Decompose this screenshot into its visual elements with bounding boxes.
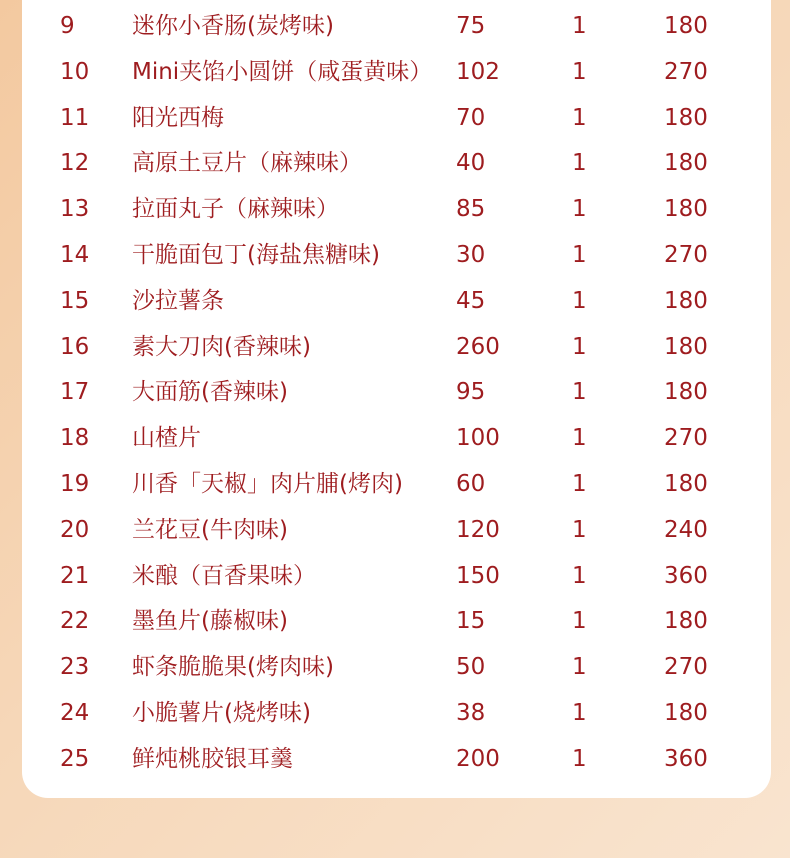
product-weight: 38: [456, 700, 486, 726]
shelf-life-days: 360: [664, 562, 708, 589]
shelf-life-days: 180: [664, 333, 708, 360]
product-weight: 70: [456, 104, 486, 131]
product-weight: 120: [456, 516, 500, 543]
table-row: [22, 369, 771, 415]
product-weight: 50: [456, 654, 486, 681]
product-name: 川香「天椒」肉片脯(烤肉): [132, 471, 403, 497]
shelf-life-days: 270: [664, 242, 708, 268]
table-row: [22, 3, 771, 49]
product-quantity: 1: [572, 745, 587, 772]
product-name: 阳光西梅: [132, 104, 224, 131]
product-name: 高原土豆片（麻辣味）: [132, 150, 362, 177]
shelf-life-days: 180: [664, 104, 708, 131]
product-quantity: 1: [572, 379, 587, 406]
product-quantity: 1: [572, 150, 587, 177]
row-number: 13: [60, 196, 90, 223]
product-list-card: [22, 0, 771, 798]
shelf-life-days: 180: [664, 13, 708, 39]
shelf-life-days: 180: [664, 196, 708, 223]
row-number: 16: [60, 333, 90, 360]
row-number: 15: [60, 287, 90, 314]
product-name: 素大刀肉(香辣味): [132, 333, 311, 360]
product-quantity: 1: [572, 287, 587, 314]
product-name: 干脆面包丁(海盐焦糖味): [132, 242, 380, 268]
product-name: 拉面丸子（麻辣味）: [132, 196, 339, 223]
product-quantity: 1: [572, 471, 587, 497]
product-weight: 40: [456, 150, 486, 177]
row-number: 14: [60, 242, 90, 268]
row-number: 10: [60, 58, 90, 85]
product-weight: 60: [456, 471, 486, 497]
table-row: [22, 415, 771, 461]
row-number: 18: [60, 425, 90, 452]
row-number: 23: [60, 654, 90, 681]
product-name: 小脆薯片(烧烤味): [132, 700, 311, 726]
row-number: 24: [60, 700, 90, 726]
table-row: [22, 598, 771, 644]
product-weight: 200: [456, 745, 500, 772]
table-row: [22, 278, 771, 324]
table-row: [22, 644, 771, 690]
product-weight: 15: [456, 608, 486, 635]
product-weight: 100: [456, 425, 500, 452]
product-weight: 95: [456, 379, 486, 406]
product-weight: 102: [456, 58, 500, 85]
product-weight: 260: [456, 333, 500, 360]
product-quantity: 1: [572, 700, 587, 726]
shelf-life-days: 270: [664, 654, 708, 681]
table-row: [22, 690, 771, 736]
product-weight: 75: [456, 13, 486, 39]
shelf-life-days: 180: [664, 379, 708, 406]
table-row: [22, 186, 771, 232]
product-name: 大面筋(香辣味): [132, 379, 288, 406]
table-row: [22, 324, 771, 370]
product-name: 墨鱼片(藤椒味): [132, 608, 288, 635]
product-quantity: 1: [572, 196, 587, 223]
product-name: 沙拉薯条: [132, 287, 224, 314]
product-name: 山楂片: [132, 425, 201, 452]
product-quantity: 1: [572, 516, 587, 543]
product-weight: 85: [456, 196, 486, 223]
product-name: 虾条脆脆果(烤肉味): [132, 654, 334, 681]
table-row: [22, 736, 771, 782]
row-number: 9: [60, 13, 75, 39]
table-row: [22, 95, 771, 141]
product-quantity: 1: [572, 104, 587, 131]
product-name: 鲜炖桃胶银耳羹: [132, 745, 293, 772]
table-row: [22, 140, 771, 186]
table-row: [22, 49, 771, 95]
row-number: 25: [60, 745, 90, 772]
row-number: 11: [60, 104, 90, 131]
product-quantity: 1: [572, 242, 587, 268]
product-name: 米酿（百香果味）: [132, 562, 316, 589]
shelf-life-days: 180: [664, 150, 708, 177]
shelf-life-days: 180: [664, 608, 708, 635]
product-quantity: 1: [572, 13, 587, 39]
shelf-life-days: 270: [664, 425, 708, 452]
product-quantity: 1: [572, 58, 587, 85]
row-number: 12: [60, 150, 90, 177]
shelf-life-days: 360: [664, 745, 708, 772]
product-quantity: 1: [572, 562, 587, 589]
row-number: 22: [60, 608, 90, 635]
product-weight: 150: [456, 562, 500, 589]
product-name: 迷你小香肠(炭烤味): [132, 13, 334, 39]
product-quantity: 1: [572, 654, 587, 681]
row-number: 21: [60, 562, 90, 589]
row-number: 17: [60, 379, 90, 406]
shelf-life-days: 180: [664, 700, 708, 726]
product-quantity: 1: [572, 333, 587, 360]
product-name: Mini夹馅小圆饼（咸蛋黄味）: [132, 58, 433, 85]
shelf-life-days: 180: [664, 287, 708, 314]
table-row: [22, 461, 771, 507]
table-row: [22, 553, 771, 599]
table-row: [22, 232, 771, 278]
product-quantity: 1: [572, 425, 587, 452]
shelf-life-days: 240: [664, 516, 708, 543]
product-name: 兰花豆(牛肉味): [132, 516, 288, 543]
row-number: 19: [60, 471, 90, 497]
row-number: 20: [60, 516, 90, 543]
product-quantity: 1: [572, 608, 587, 635]
product-weight: 45: [456, 287, 486, 314]
table-row: [22, 507, 771, 553]
product-weight: 30: [456, 242, 486, 268]
shelf-life-days: 180: [664, 471, 708, 497]
shelf-life-days: 270: [664, 58, 708, 85]
